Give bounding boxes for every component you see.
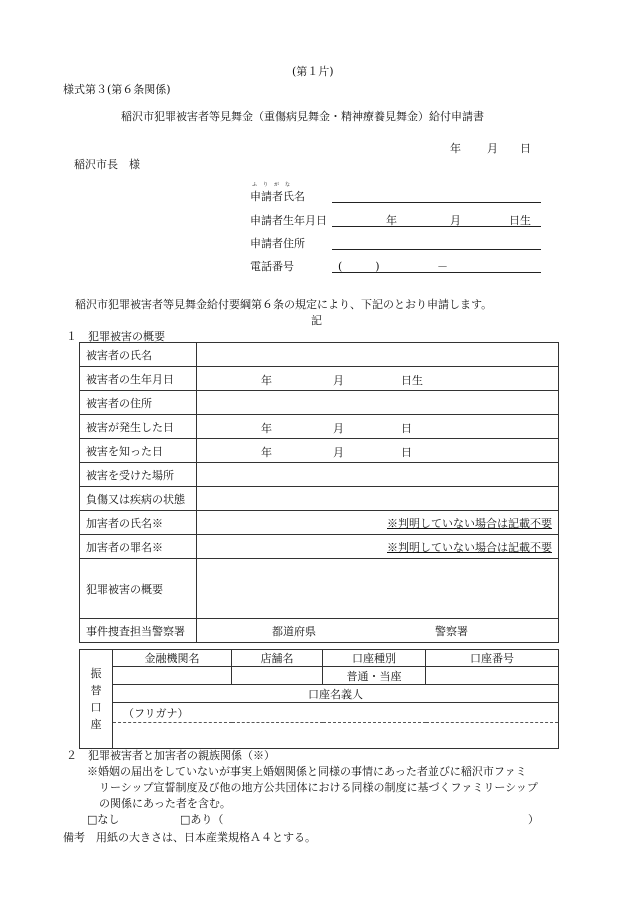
table-row	[80, 685, 559, 703]
ki-mark: 記	[311, 314, 322, 327]
applicant-birth-day: 日生	[509, 214, 531, 227]
table-row	[80, 487, 559, 511]
table-row	[80, 559, 559, 619]
place-label: 被害を受けた場所	[80, 463, 197, 487]
known-label: 被害を知った日	[80, 439, 197, 463]
police-field[interactable]	[197, 619, 559, 643]
known-month: 月	[333, 446, 344, 459]
form-title: 稲沢市犯罪被害者等見舞金（重傷病見舞金・精神療養見舞金）給付申請書	[121, 110, 484, 123]
section2-note-line3: の関係にあった者を含む。	[99, 797, 231, 810]
known-field[interactable]	[197, 439, 559, 463]
table-row	[80, 367, 559, 391]
account-number-field[interactable]	[426, 667, 559, 685]
applicant-name-label: ふりがな 申請者氏名	[250, 182, 305, 203]
victim-name-field[interactable]	[197, 343, 559, 367]
offender-crime-label: 加害者の罪名※	[80, 535, 197, 559]
applicant-birth-month: 月	[450, 214, 461, 227]
section2-note-line2: リーシップ宣誓制度及び他の地方公共団体における同様の制度に基づくファミリーシップ	[99, 781, 538, 794]
victim-name-label: 被害者の氏名	[80, 343, 197, 367]
offender-name-field[interactable]	[197, 511, 559, 535]
summary-field[interactable]	[197, 559, 559, 619]
col-account-number: 口座番号	[426, 650, 559, 667]
account-holder-field[interactable]	[113, 723, 559, 749]
table-row	[80, 650, 559, 667]
relation-yes-checkbox[interactable]: □あり（	[180, 813, 224, 826]
victim-address-field[interactable]	[197, 391, 559, 415]
table-row	[80, 723, 559, 749]
police-station-label: 警察署	[435, 625, 468, 638]
offender-name-note: ※判明していない場合は記載不要	[387, 516, 552, 530]
bank-account-table	[79, 649, 559, 749]
occurred-field[interactable]	[197, 415, 559, 439]
relation-none-checkbox[interactable]: □なし	[87, 813, 120, 826]
section2-note-line1: ※婚姻の届出をしていないが事実上婚姻関係と同様の事情にあった者並びに稲沢市ファミ	[87, 765, 527, 778]
victim-birth-label: 被害者の生年月日	[80, 367, 197, 391]
summary-label: 犯罪被害の概要	[80, 559, 197, 619]
section2-heading: ２ 犯罪被害者と加害者の親族関係（※）	[66, 749, 275, 762]
table-row	[80, 535, 559, 559]
date-day: 日	[520, 142, 531, 155]
date-year: 年	[450, 142, 461, 155]
offender-crime-note: ※判明していない場合は記載不要	[387, 540, 552, 554]
statement: 稲沢市犯罪被害者等見舞金給付要綱第６条の規定により、下記のとおり申請します。	[75, 298, 493, 311]
applicant-phone-field[interactable]	[332, 272, 541, 273]
col-institution: 金融機関名	[113, 650, 232, 667]
table-row	[80, 667, 559, 685]
victim-birth-year: 年	[261, 374, 272, 387]
offender-crime-field[interactable]	[197, 535, 559, 559]
table-row	[80, 439, 559, 463]
bank-account-label: 振 替 口 座	[80, 650, 113, 749]
applicant-address-field[interactable]	[332, 249, 541, 250]
occurred-year: 年	[261, 422, 272, 435]
victim-birth-day: 日生	[401, 374, 423, 387]
table-row	[80, 463, 559, 487]
known-year: 年	[261, 446, 272, 459]
damage-table	[79, 342, 559, 643]
occurred-label: 被害が発生した日	[80, 415, 197, 439]
col-branch: 店舗名	[232, 650, 323, 667]
applicant-address-label: 申請者住所	[250, 237, 305, 250]
victim-birth-month: 月	[333, 374, 344, 387]
date-month: 月	[487, 142, 498, 155]
branch-field[interactable]	[232, 667, 323, 685]
furigana-field[interactable]	[113, 703, 559, 723]
applicant-birth-label: 申請者生年月日	[250, 214, 327, 227]
col-account-type: 口座種別	[323, 650, 426, 667]
place-field[interactable]	[197, 463, 559, 487]
furigana-label: （フリガナ）	[123, 706, 189, 720]
applicant-name-ruby: ふりがな	[252, 182, 297, 188]
table-row	[80, 343, 559, 367]
victim-birth-field[interactable]	[197, 367, 559, 391]
table-row	[80, 703, 559, 723]
table-row	[80, 415, 559, 439]
institution-field[interactable]	[113, 667, 232, 685]
account-holder-header: 口座名義人	[113, 685, 559, 703]
table-row	[80, 511, 559, 535]
table-row	[80, 619, 559, 643]
applicant-phone-dash: －	[437, 260, 448, 273]
applicant-phone-label: 電話番号	[250, 260, 294, 273]
police-label: 事件捜査担当警察署	[80, 619, 197, 643]
occurred-month: 月	[333, 422, 344, 435]
section1-heading: １ 犯罪被害の概要	[66, 330, 165, 343]
prefecture-label: 都道府県	[272, 625, 316, 638]
victim-address-label: 被害者の住所	[80, 391, 197, 415]
applicant-name-field[interactable]	[332, 202, 541, 203]
known-day: 日	[401, 446, 412, 459]
table-row	[80, 391, 559, 415]
relation-detail-close: ）	[528, 813, 539, 826]
page-label: (第１片)	[292, 65, 334, 78]
injury-field[interactable]	[197, 487, 559, 511]
account-type-options[interactable]: 普通・当座	[323, 667, 426, 685]
addressee: 稲沢市長 様	[74, 158, 140, 171]
remark: 備考 用紙の大きさは、日本産業規格Ａ４とする。	[63, 831, 316, 844]
offender-name-label: 加害者の氏名※	[80, 511, 197, 535]
applicant-birth-year: 年	[386, 214, 397, 227]
form-number: 様式第３(第６条関係)	[63, 83, 171, 96]
occurred-day: 日	[401, 422, 412, 435]
injury-label: 負傷又は疾病の状態	[80, 487, 197, 511]
applicant-phone-paren: ( )	[338, 260, 380, 273]
